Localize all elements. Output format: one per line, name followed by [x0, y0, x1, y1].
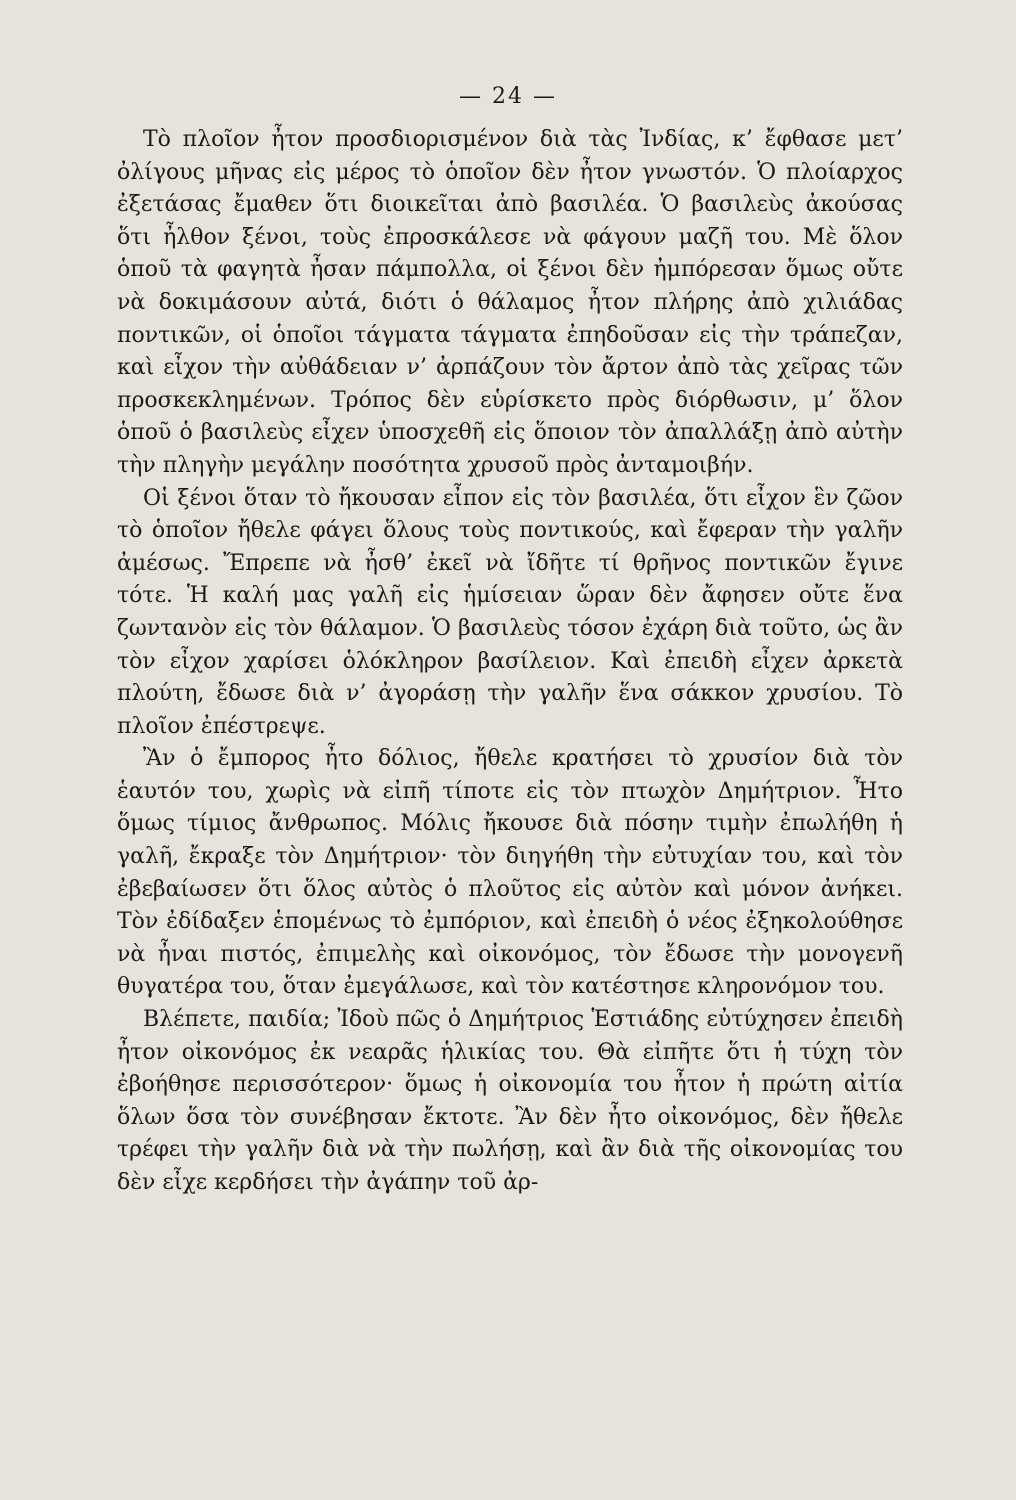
paragraph-4: Βλέπετε, παιδία; Ἰδοὺ πῶς ὁ Δημήτριος Ἑστιάδης εὐτύχησεν ἐπειδὴ ἦτον οἰκονόμος ἐκ νεαρᾶς ἡλικίας του. Θὰ εἰπῆτε ὅτι ἡ τύχη τὸν ἐβοήθησε περισσότερον· ὅμως ἡ οἰκονομία του ἦτον ἡ πρώτη αἰτία ὅλων ὅσα τὸν συνέβησαν ἔκτοτε. Ἂν δὲν ἦτο οἰκονόμος, δὲν ἤθελε τρέφει τὴν γαλῆν διὰ νὰ τὴν πωλήσῃ, καὶ ἂν διὰ τῆς οἰκονομίας του δὲν εἶχε κερδήσει τὴν ἀγάπην τοῦ ἀρ- — [117, 1007, 903, 1195]
page-number: — 24 — — [459, 84, 557, 109]
paragraph-2: Οἱ ξένοι ὅταν τὸ ἤκουσαν εἶπον εἰς τὸν βασιλέα, ὅτι εἶχον ἓν ζῶον τὸ ὁποῖον ἤθελε φάγει ὅλους τοὺς ποντικούς, καὶ ἔφεραν τὴν γαλῆν ἀμέσως. Ἔπρεπε νὰ ἦσθ’ ἐκεῖ νὰ ἴδῆτε τί θρῆνος ποντικῶν ἔγινε τότε. Ἡ καλή μας γαλῆ εἰς ἡμίσειαν ὥραν δὲν ἄφησεν οὔτε ἕνα ζωντανὸν εἰς τὸν θάλαμον. Ὁ βασιλεὺς τόσον ἐχάρη διὰ τοῦτο, ὡς ἂν τὸν εἶχον χαρίσει ὁλόκληρον βασίλειον. Καὶ ἐπειδὴ εἶχεν ἀρκετὰ πλούτη, ἔδωσε διὰ ν’ ἀγοράσῃ τὴν γαλῆν ἕνα σάκκον χρυσίου. Τὸ πλοῖον ἐπέστρεψε. — [117, 485, 903, 739]
paragraph-3: Ἂν ὁ ἔμπορος ἦτο δόλιος, ἤθελε κρατήσει τὸ χρυσίον διὰ τὸν ἑαυτόν του, χωρὶς νὰ εἰπῆ τίποτε εἰς τὸν πτωχὸν Δημήτριον. Ἦτο ὅμως τίμιος ἄνθρωπος. Μόλις ἤκουσε διὰ πόσην τιμὴν ἐπωλήθη ἡ γαλῆ, ἔκραξε τὸν Δημήτριον· τὸν διηγήθη τὴν εὐτυχίαν του, καὶ τὸν ἐβεβαίωσεν ὅτι ὅλος αὐτὸς ὁ πλοῦτος εἰς αὐτὸν καὶ μόνον ἀνήκει. Τὸν ἐδίδαξεν ἑπομένως τὸ ἐμπόριον, καὶ ἐπειδὴ ὁ νέος ἐξηκολούθησε νὰ ἦναι πιστός, ἐπιμελὴς καὶ οἰκονόμος, τὸν ἔδωσε τὴν μονογενῆ θυγατέρα του, ὅταν ἐμεγάλωσε, καὶ τὸν κατέστησε κληρονόμον του. — [117, 746, 903, 1000]
body-text — [117, 124, 903, 1200]
paragraph-1: Τὸ πλοῖον ἦτον προσδιορισμένον διὰ τὰς Ἰνδίας, κ’ ἔφθασε μετ’ ὀλίγους μῆνας εἰς μέρος τὸ ὁποῖον δὲν ἦτον γνωστόν. Ὁ πλοίαρχος ἐξετάσας ἔμαθεν ὅτι διοικεῖται ἀπὸ βασιλέα. Ὁ βασιλεὺς ἀκούσας ὅτι ἦλθον ξένοι, τοὺς ἐπροσκάλεσε νὰ φάγουν μαζῆ του. Μὲ ὅλον ὁποῦ τὰ φαγητὰ ἦσαν πάμπολλα, οἱ ξένοι δὲν ἠμπόρεσαν ὅμως οὔτε νὰ δοκιμάσουν αὐτά, διότι ὁ θάλαμος ἦτον πλήρης ἀπὸ χιλιάδας ποντικῶν, οἱ ὁποῖοι τάγματα τάγματα ἐπηδοῦσαν εἰς τὴν τράπεζαν, καὶ εἶχον τὴν αὐθάδειαν ν’ ἀρπάζουν τὸν ἄρτον ἀπὸ τὰς χεῖρας τῶν προσκεκλημένων. Τρόπος δὲν εὑρίσκετο πρὸς διόρθωσιν, μ’ ὅλον ὁποῦ ὁ βασιλεὺς εἶχεν ὑποσχεθῆ εἰς ὅποιον τὸν ἀπαλλάξῃ ἀπὸ αὐτὴν τὴν πληγὴν μεγάλην ποσότητα χρυσοῦ πρὸς ἀνταμοιβήν. — [117, 127, 903, 478]
